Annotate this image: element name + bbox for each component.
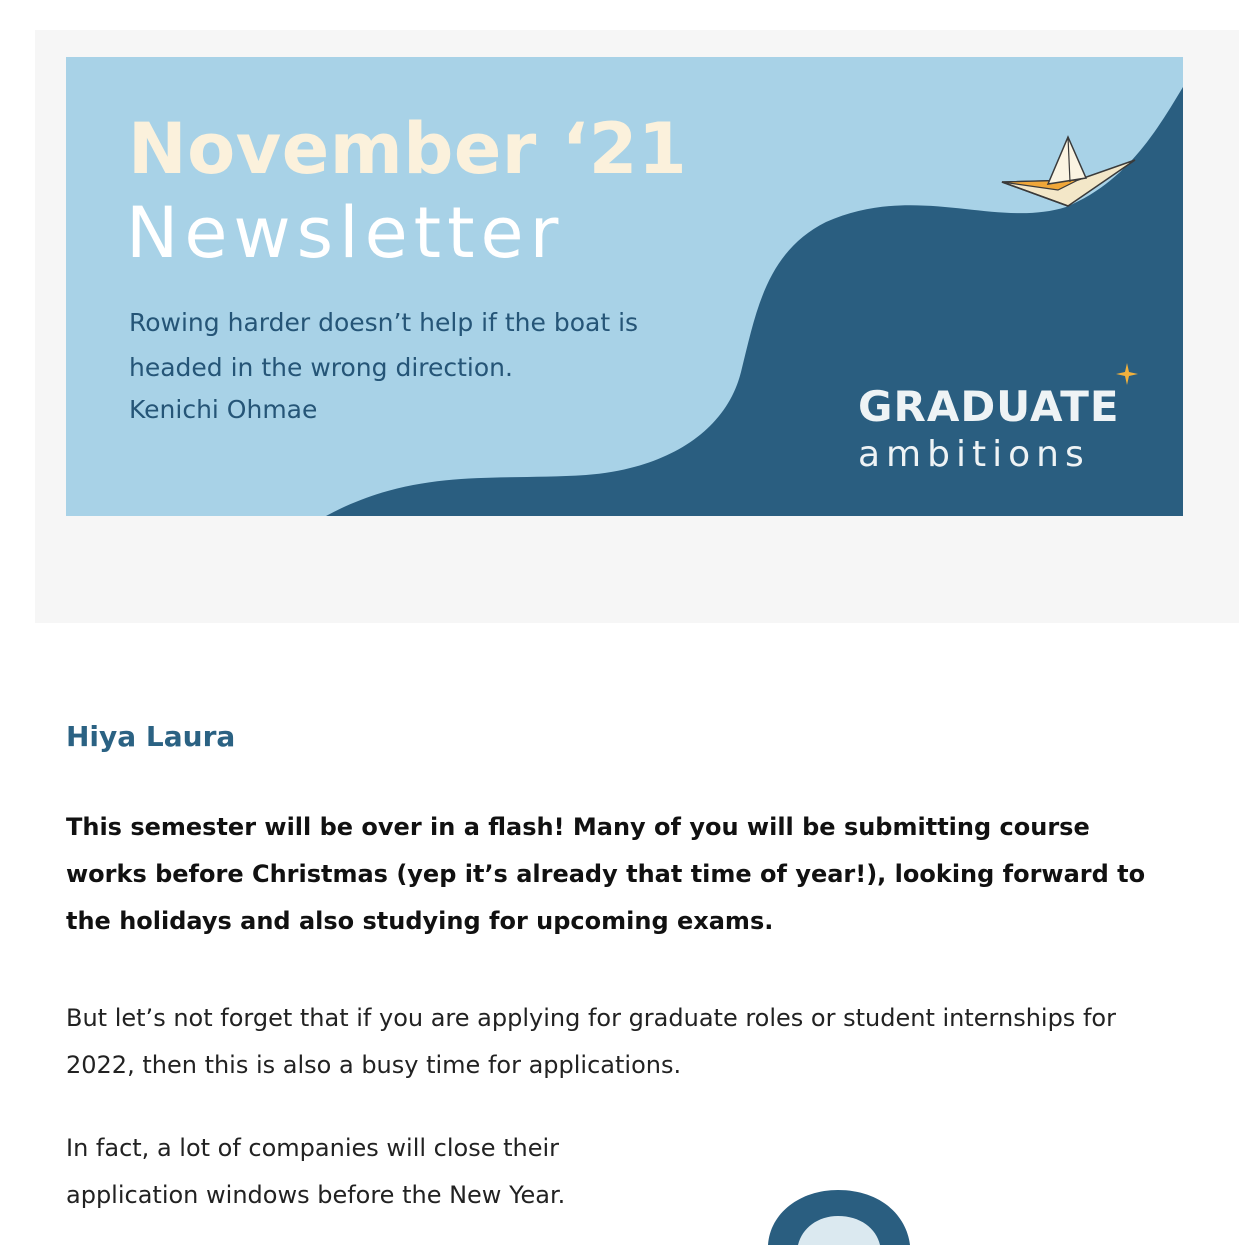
deadline-paragraph: In fact, a lot of companies will close their application windows before the New Year. xyxy=(66,1134,566,1209)
email-body xyxy=(66,712,1176,1219)
banner-subtitle: Newsletter xyxy=(126,192,565,274)
paper-boat-icon xyxy=(998,132,1138,222)
logo-text-bottom: ambitions xyxy=(858,434,1090,475)
applications-paragraph: But let’s not forget that if you are applying for graduate roles or student internships for 2022, then this is also a busy time for applications. xyxy=(66,1004,1116,1079)
graduate-ambitions-logo xyxy=(858,381,1158,477)
logo-text-top: GRADUATE xyxy=(858,382,1120,431)
quote-author: Kenichi Ohmae xyxy=(129,395,318,424)
banner-quote: Rowing harder doesn’t help if the boat is headed in the wrong direction. xyxy=(129,308,639,382)
greeting: Hiya Laura xyxy=(66,720,236,753)
intro-paragraph: This semester will be over in a flash! Many of you will be submitting course works before Christmas (yep it’s already that time of year!), looking forward to the holidays and also studying for upcoming exams. xyxy=(66,813,1146,935)
newsletter-banner xyxy=(66,57,1183,516)
person-portrait-illustration xyxy=(760,1188,920,1245)
banner-title: November ‘21 xyxy=(128,108,688,190)
